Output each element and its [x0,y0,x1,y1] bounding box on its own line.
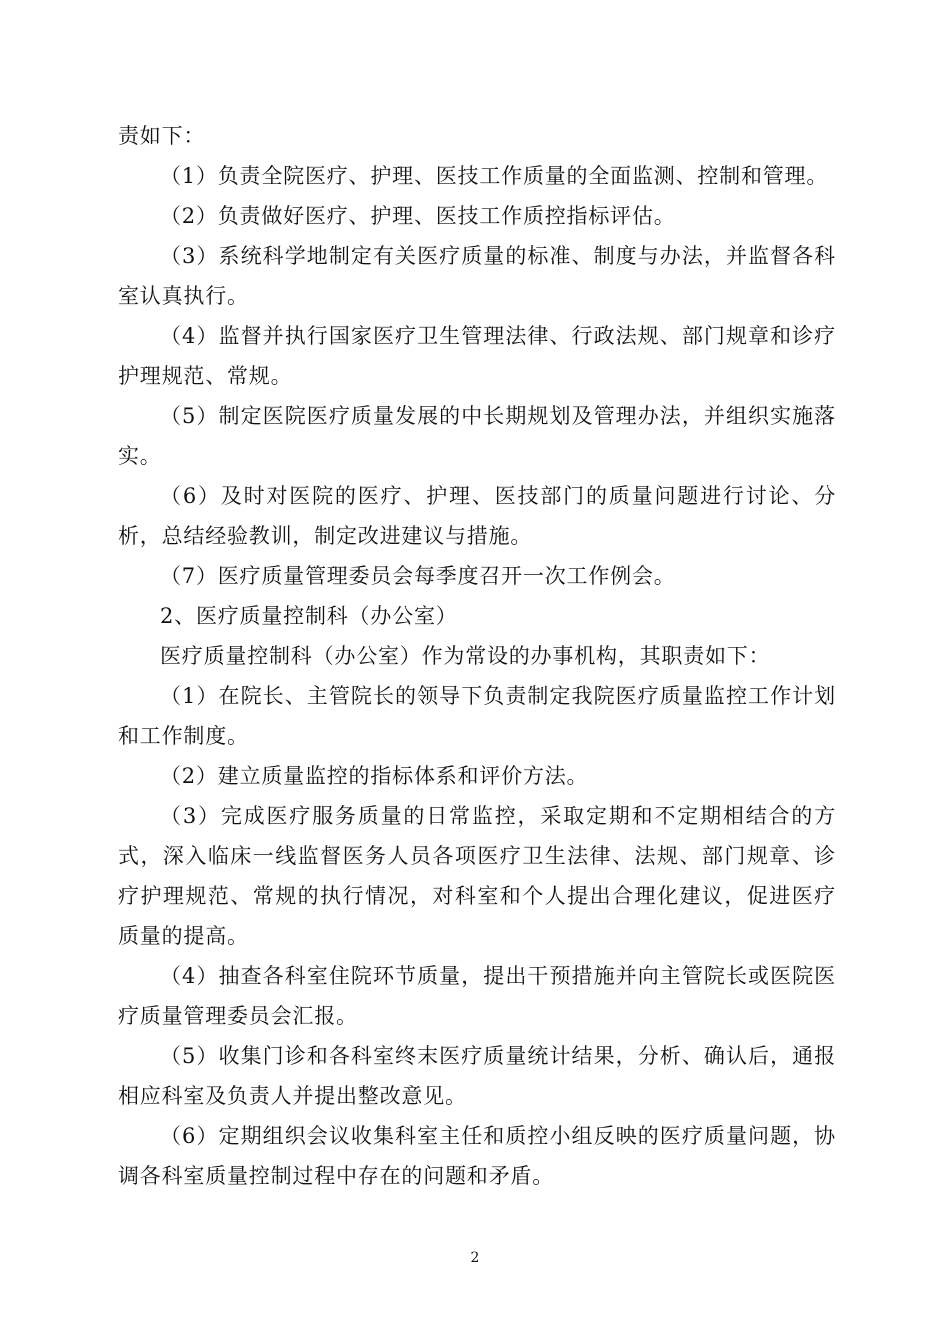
paragraph-item: （5）制定医院医疗质量发展的中长期规划及管理办法，并组织实施落实。 [118,404,836,468]
paragraph-item: （4）监督并执行国家医疗卫生管理法律、行政法规、部门规章和诊疗护理规范、常规。 [118,324,836,388]
paragraph-intro: 医疗质量控制科（办公室）作为常设的办事机构，其职责如下： [160,644,771,668]
paragraph-item: （6）及时对医院的医疗、护理、医技部门的质量问题进行讨论、分析，总结经验教训，制定改进建议与措施。 [118,484,836,548]
paragraph-item: （7）医疗质量管理委员会每季度召开一次工作例会。 [160,564,676,588]
paragraph-item: （1）在院长、主管院长的领导下负责制定我院医疗质量监控工作计划和工作制度。 [118,684,836,748]
paragraph-item: （5）收集门诊和各科室终末医疗质量统计结果，分析、确认后，通报相应科室及负责人并提出整改意见。 [118,1044,836,1108]
paragraph-item: （4）抽查各科室住院环节质量，提出干预措施并向主管院长或医院医疗质量管理委员会汇报。 [118,964,836,1028]
paragraph-item: （3）系统科学地制定有关医疗质量的标准、制度与办法，并监督各科室认真执行。 [118,244,836,308]
paragraph-item: （2）负责做好医疗、护理、医技工作质控指标评估。 [160,204,676,228]
paragraph-item: （3）完成医疗服务质量的日常监控，采取定期和不定期相结合的方式，深入临床一线监督医务人员各项医疗卫生法律、法规、部门规章、诊疗护理规范、常规的执行情况，对科室和个人提出合理化建议，促进医疗质量的提高。 [118,804,836,948]
paragraph-item: （2）建立质量监控的指标体系和评价方法。 [160,764,589,788]
section-heading: 2、医疗质量控制科（办公室） [160,604,458,628]
page-number: 2 [470,1250,480,1266]
paragraph-item: （6）定期组织会议收集科室主任和质控小组反映的医疗质量问题，协调各科室质量控制过程中存在的问题和矛盾。 [118,1124,836,1188]
paragraph-continuation: 责如下： [118,124,206,148]
paragraph-item: （1）负责全院医疗、护理、医技工作质量的全面监测、控制和管理。 [160,164,829,188]
page-body [118,116,836,1196]
